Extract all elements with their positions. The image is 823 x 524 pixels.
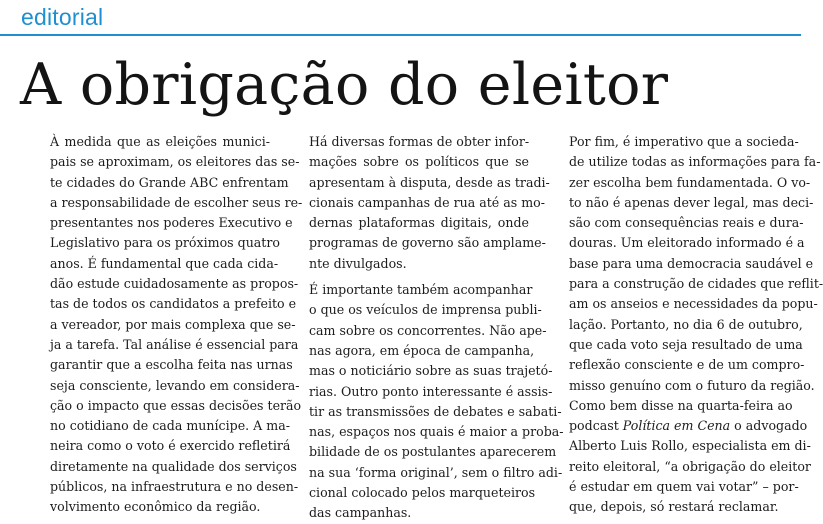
text-line: nas, espaços nos quais é maior a proba- xyxy=(309,424,564,440)
text-line: programas de governo são amplame- xyxy=(309,235,546,251)
text-line: no cotidiano de cada munícipe. A ma- xyxy=(50,418,290,434)
text-line: Legislativo para os próximos quatro xyxy=(50,235,280,251)
text-line: cionais campanhas de rua até as mo- xyxy=(309,194,545,210)
text-line: que, depois, só restará reclamar. xyxy=(569,499,779,515)
text-line: seja consciente, levando em considera- xyxy=(50,377,300,393)
text-line: mações sobre os políticos que se xyxy=(309,154,529,170)
text-line: na sua ‘forma original’, sem o filtro adi- xyxy=(309,464,563,480)
text-line: zer escolha bem fundamentada. O vo- xyxy=(569,174,811,190)
column-3 xyxy=(547,132,823,518)
text-line: anos. É fundamental que cada cida- xyxy=(50,255,279,271)
text-line: te cidades do Grande ABC enfrentam xyxy=(50,174,289,190)
text-line: É importante também acompanhar xyxy=(309,282,533,298)
text-line: lação. Portanto, no dia 6 de outubro, xyxy=(569,316,803,332)
section-rule xyxy=(0,34,801,36)
text-line: podcast Política em Cena o advogado xyxy=(569,418,808,434)
text-line: é estudar em quem vai votar” – por- xyxy=(569,479,799,495)
text-line: tir as transmissões de debates e sabati- xyxy=(309,403,562,419)
paragraph xyxy=(547,132,823,518)
text-line: pais se aproximam, os eleitores das se- xyxy=(50,154,300,170)
text-line: Por fim, é imperativo que a socieda- xyxy=(569,134,799,149)
text-line: ção o impacto que essas decisões terão xyxy=(50,397,302,413)
text-line: rias. Outro ponto interessante é assis- xyxy=(309,383,553,399)
text-line: públicos, na infraestrutura e no desen- xyxy=(50,479,299,495)
text-line: Como bem disse na quarta-feira ao xyxy=(569,397,793,413)
text-line: para a construção de cidades que reflit- xyxy=(569,276,823,292)
text-line: de utilize todas as informações para fa- xyxy=(569,154,821,170)
headline: A obrigação do eleitor xyxy=(20,52,669,118)
paragraph xyxy=(287,280,564,524)
text-line: das campanhas. xyxy=(309,505,412,521)
text-line: am os anseios e necessidades da popu- xyxy=(569,296,818,312)
text-line: reflexão consciente e de um compro- xyxy=(569,357,805,373)
text-line: bilidade de os postulantes aparecerem xyxy=(309,444,557,460)
text-line: nte divulgados. xyxy=(309,255,407,271)
text-line: reito eleitoral, “a obrigação do eleitor xyxy=(569,458,811,474)
paragraph xyxy=(28,132,303,518)
text-line: volvimento econômico da região. xyxy=(50,499,261,515)
text-line: apresentam à disputa, desde as tradi- xyxy=(309,174,550,190)
text-line: cional colocado pelos marqueteiros xyxy=(309,485,536,501)
text-line: to não é apenas dever legal, mas deci- xyxy=(569,194,814,210)
text-line: douras. Um eleitorado informado é a xyxy=(569,235,805,251)
text-line: a vereador, por mais complexa que se- xyxy=(50,316,296,332)
text-line: tas de todos os candidatos a prefeito e xyxy=(50,296,297,312)
text-line: mas o noticiário sobre as suas trajetó- xyxy=(309,363,553,379)
column-1 xyxy=(28,132,303,518)
text-line: Há diversas formas de obter infor- xyxy=(309,134,530,149)
text-line: presentantes nos poderes Executivo e xyxy=(50,215,293,231)
text-line: base para uma democracia saudável e xyxy=(569,255,814,271)
column-2 xyxy=(287,132,564,524)
text-line: são com consequências reais e dura- xyxy=(569,215,804,231)
text-line: ja a tarefa. Tal análise é essencial para xyxy=(50,336,299,352)
section-label: editorial xyxy=(21,4,104,30)
text-line: que cada voto seja resultado de uma xyxy=(569,336,803,352)
text-line: dão estude cuidadosamente as propos- xyxy=(50,276,299,292)
text-line: dernas plataformas digitais, onde xyxy=(309,215,529,231)
text-line: misso genuíno com o futuro da região. xyxy=(569,377,815,393)
text-line: diretamente na qualidade dos serviços xyxy=(50,458,297,474)
text-line: cam sobre os concorrentes. Não ape- xyxy=(309,322,547,338)
text-line: À medida que as eleições munici- xyxy=(50,134,270,149)
text-line: nas agora, em época de campanha, xyxy=(309,342,535,358)
text-line: a responsabilidade de escolher seus re- xyxy=(50,194,303,210)
text-line: garantir que a escolha feita nas urnas xyxy=(50,357,293,373)
text-line: neira como o voto é exercido refletirá xyxy=(50,438,291,454)
text-line: Alberto Luis Rollo, especialista em di- xyxy=(569,438,811,454)
paragraph xyxy=(287,132,550,274)
text-line: o que os veículos de imprensa publi- xyxy=(309,302,542,318)
